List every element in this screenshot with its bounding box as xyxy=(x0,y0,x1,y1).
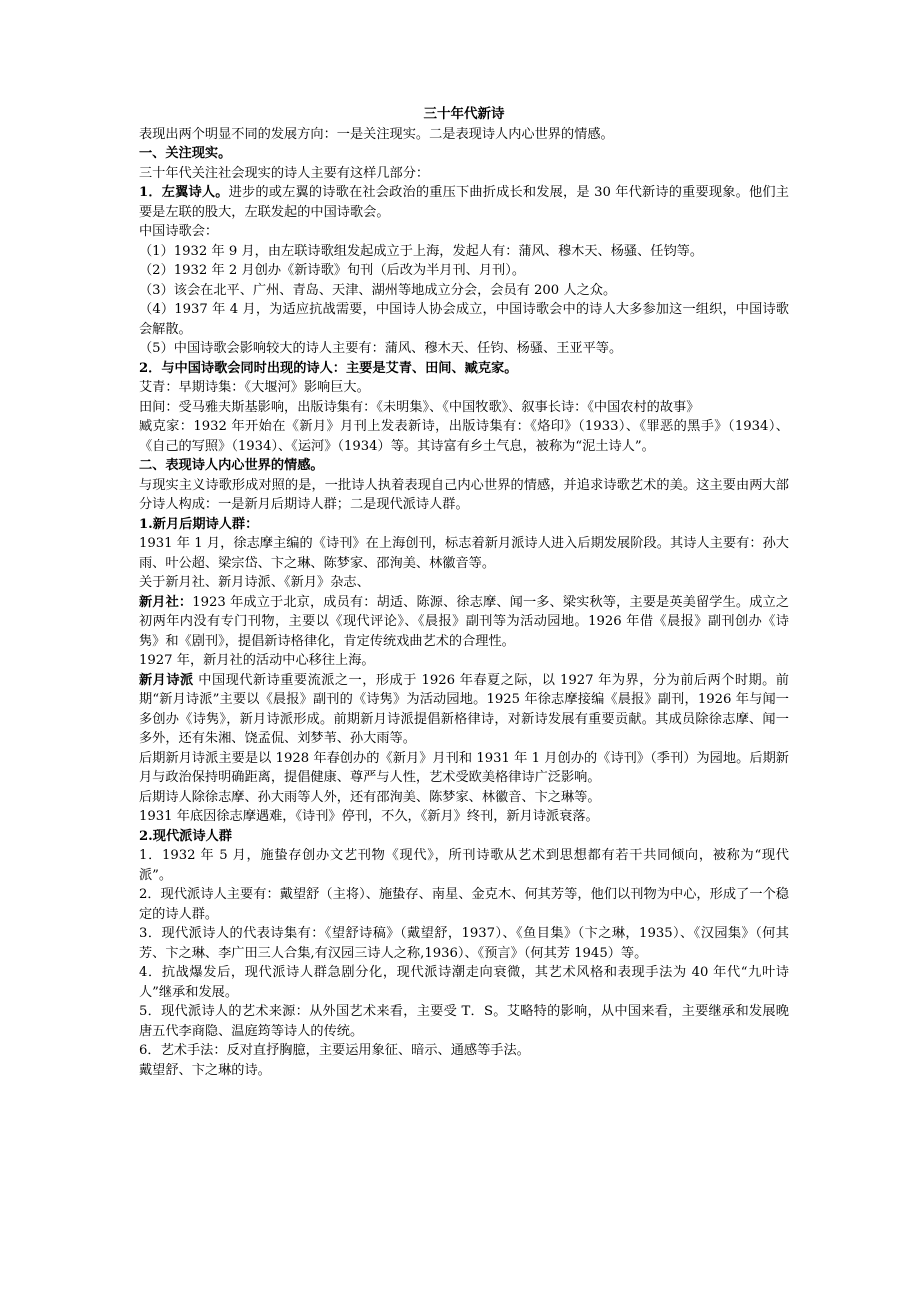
list-item: （2）1932 年 2 月创办《新诗歌》旬刊（后改为半月刊、月刊）。 xyxy=(139,263,526,278)
left-wing-text: 进步的或左翼的诗歌在社会政治的重压下曲折成长和发展，是 30 年代新诗的重要现象。他们主要是左联的股大，左联发起的中国诗歌会。 xyxy=(139,185,789,220)
crescent-society-text: 1923 年成立于北京，成员有：胡适、陈源、徐志摩、闻一多、梁实秋等，主要是英美留学生。成立之初两年内没有专门刊物，主要以《现代评论》、《晨报》副刊等为活动园地。1926 年借《晨报》副刊创办《诗隽》和《剧刊》，提倡新诗格律化，肯定传统戏曲艺术的合理性。 xyxy=(139,594,790,649)
list-item: （5）中国诗歌会影响较大的诗人主要有：蒲风、穆木天、任钧、杨骚、王亚平等。 xyxy=(139,341,623,356)
poetry-assoc-label: 中国诗歌会： xyxy=(139,224,219,239)
contemporary-poets-heading: 2．与中国诗歌会同时出现的诗人：主要是艾青、田间、臧克家。 xyxy=(139,360,518,376)
crescent-school-text: 中国现代新诗重要流派之一，形成于 1926 年春夏之际，以 1927 年为界，分为前后两个时期。前期“新月诗派”主要以《晨报》副刊的《诗隽》为活动园地。1925 年徐志摩接编《晨报》副刊，1926 年与闻一多创办《诗隽》，新月诗派形成。前期新月诗派提倡新格律诗，对新诗发展有重要贡献。其成员除徐志摩、闻一多外，还有朱湘、饶孟侃、刘梦苇、孙大雨等。 xyxy=(139,672,789,746)
list-item: （1）1932 年 9 月，由左联诗歌组发起成立于上海，发起人有：蒲风、穆木天、杨骚、任钧等。 xyxy=(139,243,704,259)
left-wing-paragraph xyxy=(139,183,789,222)
late-crescent-paragraph: 后期新月诗派主要是以 1928 年春创办的《新月》月刊和 1931 年 1 月创办的《诗刊》（季刊）为园地。后期新月与政治保持明确距离，提倡健康、尊严与人性，艺术受欧美格律诗广泛影响。 xyxy=(139,750,789,785)
document-page xyxy=(139,105,789,1080)
crescent-society-label: 新月社： xyxy=(139,594,193,610)
crescent-late-heading: 1.新月后期诗人群： xyxy=(139,516,259,532)
list-item: 6．艺术手法：反对直抒胸臆，主要运用象征、暗示、通感等手法。 xyxy=(139,1043,530,1058)
crescent-school-label: 新月诗派 xyxy=(139,672,194,688)
section-heading-inner-world: 二、表现诗人内心世界的情感。 xyxy=(139,458,324,473)
list-item: （4）1937 年 4 月，为适应抗战需要，中国诗人协会成立，中国诗歌会中的诗人大多参加这一组织，中国诗歌会解散。 xyxy=(139,302,789,337)
list-item: 1．1932 年 5 月，施蛰存创办文艺刊物《现代》，所刊诗歌从艺术到思想都有若干共同倾向，被称为“现代派”。 xyxy=(139,848,789,883)
list-item: 4．抗战爆发后，现代派诗人群急剧分化，现代派诗潮走向衰微，其艺术风格和表现手法为 40 年代“九叶诗人”继承和发展。 xyxy=(139,965,789,1000)
intro-paragraph: 表现出两个明显不同的发展方向：一是关注现实。二是表现诗人内心世界的情感。 xyxy=(139,126,614,142)
crescent-society-paragraph xyxy=(139,593,789,652)
list-item: （3）该会在北平、广州、青岛、天津、湖州等地成立分会，会员有 200 人之众。 xyxy=(139,282,617,298)
zang-kejia-paragraph: 臧克家：1932 年开始在《新月》月刊上发表新诗，出版诗集有：《烙印》（1933）、《罪恶的黑手》（1934）、《自己的写照》（1934）、《运河》（1934）等。其诗富有乡土气息，被称为“泥土诗人”。 xyxy=(139,419,789,454)
late-crescent-decline: 1931 年底因徐志摩遇难，《诗刊》停刊，不久，《新月》终刊，新月诗派衰落。 xyxy=(139,809,599,824)
tian-jian-paragraph: 田间：受马雅夫斯基影响，出版诗集有：《未明集》、《中国牧歌》、叙事长诗：《中国农村的故事》 xyxy=(139,399,700,415)
section-heading-reality: 一、关注现实。 xyxy=(139,146,232,161)
crescent-school-paragraph xyxy=(139,671,789,749)
left-wing-label: 1．左翼诗人。 xyxy=(139,185,229,200)
crescent-about-line: 关于新月社、新月诗派、《新月》杂志、 xyxy=(139,575,370,590)
late-crescent-poets: 后期诗人除徐志摩、孙大雨等人外，还有邵洵美、陈梦家、林徽音、卞之琳等。 xyxy=(139,789,601,805)
list-item: 3．现代派诗人的代表诗集有：《望舒诗稿》（戴望舒，1937）、《鱼目集》（卞之琳，1935）、《汉园集》（何其芳、卞之琳、李广田三人合集,有汉园三诗人之称,1936）、《预言》（何其芳 1945）等。 xyxy=(139,926,789,961)
section-lead: 与现实主义诗歌形成对照的是，一批诗人执着表现自己内心世界的情感，并追求诗歌艺术的美。这主要由两大部分诗人构成：一是新月后期诗人群；二是现代派诗人群。 xyxy=(139,477,789,512)
list-item: 2．现代派诗人主要有：戴望舒（主将）、施蛰存、南星、金克木、何其芳等，他们以刊物为中心，形成了一个稳定的诗人群。 xyxy=(139,887,789,922)
section-lead: 三十年代关注社会现实的诗人主要有这样几部分： xyxy=(139,165,430,181)
modernist-heading: 2.现代派诗人群 xyxy=(139,828,232,844)
crescent-1927-line: 1927 年，新月社的活动中心移往上海。 xyxy=(139,653,375,668)
list-item: 5．现代派诗人的艺术来源：从外国艺术来看，主要受 T．S。艾略特的影响，从中国来看，主要继承和发展晚唐五代李商隐、温庭筠等诗人的传统。 xyxy=(139,1004,789,1039)
crescent-late-paragraph: 1931 年 1 月，徐志摩主编的《诗刊》在上海创刊，标志着新月派诗人进入后期发展阶段。其诗人主要有：孙大雨、叶公超、梁宗岱、卞之琳、陈梦家、邵洵美、林徽音等。 xyxy=(139,536,789,571)
closing-line: 戴望舒、卞之琳的诗。 xyxy=(139,1062,271,1078)
document-title: 三十年代新诗 xyxy=(423,106,505,122)
ai-qing-paragraph: 艾青：早期诗集：《大堰河》影响巨大。 xyxy=(139,380,370,395)
